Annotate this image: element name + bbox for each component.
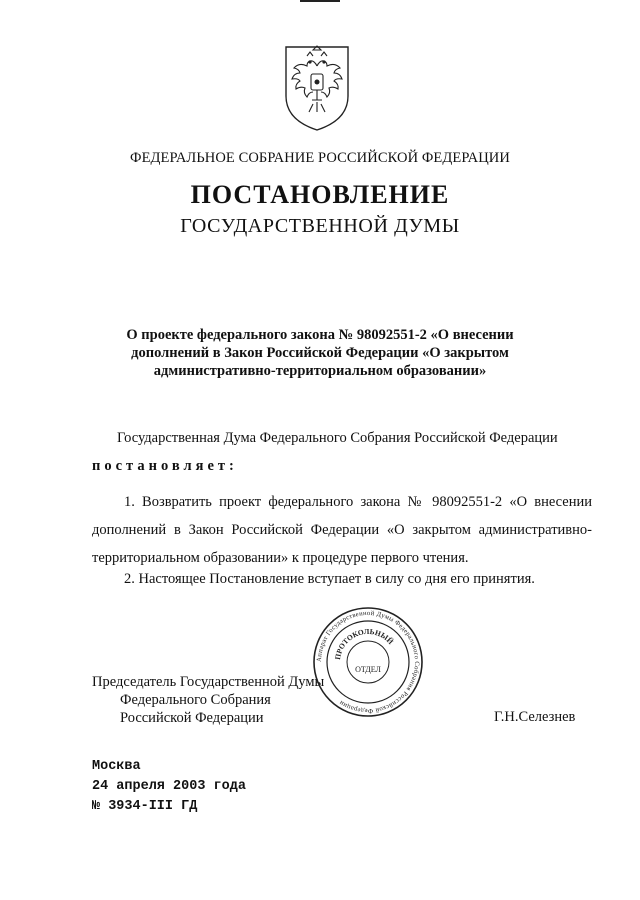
decree-keyword: постановляет: bbox=[92, 458, 238, 474]
stamp-inner-text: ПРОТОКОЛЬНЫЙ bbox=[333, 626, 396, 661]
svg-text:Аппарат Государственной Думы Ф bbox=[316, 610, 420, 714]
resolution-item-2: 2. Настоящее Постановление вступает в силу со дня его принятия. bbox=[124, 571, 535, 587]
footer-city: Москва bbox=[92, 759, 141, 774]
subject-line: О проекте федерального закона № 98092551-2 «О внесении bbox=[126, 327, 514, 343]
official-stamp bbox=[312, 606, 424, 718]
organization-name: ФЕДЕРАЛЬНОЕ СОБРАНИЕ РОССИЙСКОЙ ФЕДЕРАЦИИ bbox=[130, 150, 510, 166]
signatory-title: Председатель Государственной Думы bbox=[92, 674, 325, 690]
stamp-center-text: ОТДЕЛ bbox=[355, 665, 381, 674]
top-rule bbox=[300, 0, 340, 2]
intro-paragraph: Государственная Дума Федерального Собрания Российской Федерации bbox=[117, 430, 558, 446]
stamp-outer-text: Аппарат Государственной Думы Федерального Собрания Российской Федерации bbox=[315, 609, 421, 715]
resolution-item-1: 1. Возвратить проект федерального закона № 98092551-2 «О внесении дополнений в Закон Российской Федерации «О закрытом административно-территориальном образовании» к процедуре первого чтения. bbox=[92, 494, 592, 566]
signatory-title: Федерального Собрания bbox=[120, 692, 271, 708]
document-title: ПОСТАНОВЛЕНИЕ bbox=[190, 180, 450, 209]
svg-text:ПРОТОКОЛЬНЫЙ bbox=[333, 627, 395, 660]
subject-line: административно-территориальном образовании» bbox=[153, 363, 487, 379]
document-footer bbox=[92, 757, 246, 817]
signatory-title: Российской Федерации bbox=[120, 710, 264, 726]
footer-number: № 3934-III ГД bbox=[92, 799, 198, 814]
signatory-name: Г.Н.Селезнев bbox=[494, 709, 576, 725]
signatory-block bbox=[92, 673, 324, 727]
document-subtitle: ГОСУДАРСТВЕННОЙ ДУМЫ bbox=[180, 215, 460, 237]
coat-of-arms-emblem-icon bbox=[283, 44, 351, 132]
footer-date: 24 апреля 2003 года bbox=[92, 779, 246, 794]
subject-line: дополнений в Закон Российской Федерации «О закрытом bbox=[131, 345, 509, 361]
document-subject bbox=[120, 326, 520, 380]
